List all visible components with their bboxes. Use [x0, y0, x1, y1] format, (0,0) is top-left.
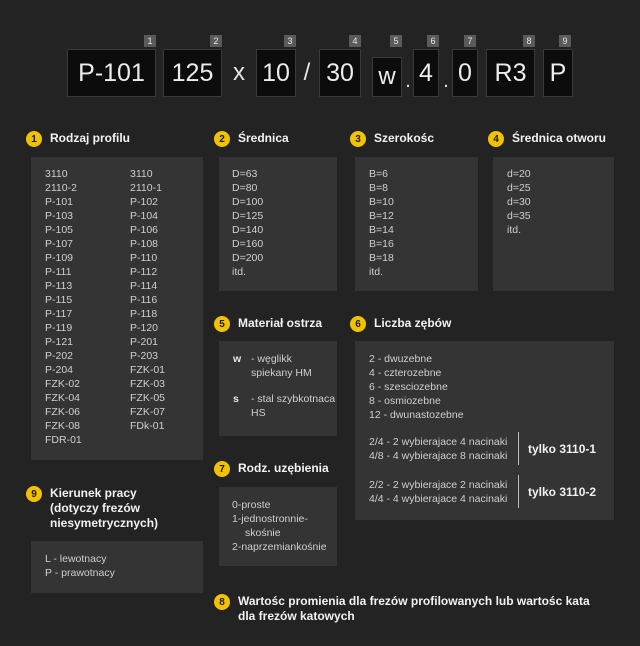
- profile-item: P-108: [130, 238, 159, 250]
- teeth-list: [369, 352, 464, 422]
- code-number-1: 1: [144, 35, 156, 47]
- toothing-item: skośnie: [245, 527, 281, 539]
- diameter-list: [232, 167, 263, 279]
- code-number-2: 2: [210, 35, 222, 47]
- direction-list: [45, 552, 115, 580]
- code-number-5: 5: [390, 35, 402, 47]
- diameter-item: D=160: [232, 238, 264, 250]
- section-title: Średnica otworu: [512, 131, 607, 145]
- section-7-header: [214, 461, 329, 477]
- only-3110-1-label: tylko 3110-1: [528, 442, 597, 456]
- diameter-panel: [219, 157, 337, 291]
- width-list: [369, 167, 394, 279]
- profile-item: P-107: [45, 238, 74, 250]
- teeth-item: 2 - dwuzebne: [369, 353, 433, 365]
- profile-item: P-106: [130, 224, 159, 236]
- profile-item: FZK-06: [45, 406, 81, 418]
- section-title: [238, 594, 590, 624]
- number-badge: 2: [214, 131, 230, 147]
- code-segment-diameter: 125: [163, 49, 222, 97]
- material-list: [233, 352, 335, 432]
- profile-item: FDk-01: [130, 420, 165, 432]
- bracket-1: [513, 432, 519, 465]
- profile-type-panel: [31, 157, 203, 460]
- code-separator-x: x: [233, 59, 245, 86]
- profile-item: P-204: [45, 364, 74, 376]
- profile-item: P-120: [130, 322, 159, 334]
- profile-item: P-201: [130, 336, 159, 348]
- direction-left: L - lewotnacy: [45, 553, 107, 565]
- section-9-header: [26, 486, 158, 531]
- profile-item: FZK-04: [45, 392, 81, 404]
- code-strip: [0, 35, 640, 105]
- profile-item: P-116: [130, 294, 158, 306]
- title-line: dla frezów katowych: [238, 609, 355, 623]
- profile-item: FZK-08: [45, 420, 81, 432]
- profile-item: P-109: [45, 252, 74, 264]
- toothing-list: [232, 498, 327, 554]
- bore-item: d=35: [507, 210, 531, 222]
- code-segment-direction: P: [543, 49, 573, 97]
- number-badge: 6: [350, 316, 366, 332]
- diameter-item: itd.: [232, 266, 247, 278]
- code-separator-dot-2: .: [443, 70, 449, 92]
- code-segment-radius: R3: [486, 49, 535, 97]
- material-text: - węglikk: [251, 353, 292, 365]
- profile-item: FZK-01: [130, 364, 166, 376]
- material-text: spiekany HM: [251, 367, 312, 379]
- work-direction-panel: [31, 541, 203, 593]
- width-item: B=6: [369, 168, 388, 180]
- bore-diameter-list: [507, 167, 531, 237]
- profile-item: P-113: [45, 280, 73, 292]
- profile-item: P-110: [130, 252, 158, 264]
- code-number-6: 6: [427, 35, 439, 47]
- code-segment-width: 10: [256, 49, 296, 97]
- profile-item: 2110-1: [130, 182, 162, 194]
- width-item: B=18: [369, 252, 394, 264]
- profile-item: FZK-05: [130, 392, 166, 404]
- number-badge: 4: [488, 131, 504, 147]
- number-badge: 1: [26, 131, 42, 147]
- profile-item: 2110-2: [45, 182, 77, 194]
- code-number-7: 7: [464, 35, 476, 47]
- profile-item: P-118: [130, 308, 158, 320]
- width-item: B=14: [369, 224, 394, 236]
- bore-item: d=20: [507, 168, 531, 180]
- code-segment-profile: P-101: [67, 49, 156, 97]
- profile-item: P-112: [130, 266, 158, 278]
- profile-item: P-101: [45, 196, 74, 208]
- diameter-item: D=100: [232, 196, 264, 208]
- title-line: niesymetrycznych): [50, 516, 159, 530]
- toothing-item: 2-naprzemiankośnie: [232, 541, 327, 553]
- direction-right: P - prawotnacy: [45, 567, 115, 579]
- bore-item: d=30: [507, 196, 531, 208]
- section-title: Średnica: [238, 131, 289, 145]
- material-hs: [233, 392, 335, 420]
- teeth-item: 2/2 - 2 wybierajace 2 nacinaki: [369, 479, 508, 491]
- code-number-4: 4: [349, 35, 361, 47]
- diameter-item: D=200: [232, 252, 264, 264]
- code-number-3: 3: [284, 35, 296, 47]
- profile-item: FZK-07: [130, 406, 166, 418]
- material-text: HS: [251, 407, 266, 419]
- teeth-item: 4 - czterozebne: [369, 367, 442, 379]
- material-key: s: [233, 393, 239, 405]
- profile-item: P-114: [130, 280, 158, 292]
- profile-item: P-202: [45, 350, 74, 362]
- title-line: Kierunek pracy: [50, 486, 137, 500]
- profile-item: P-203: [130, 350, 159, 362]
- diameter-item: D=80: [232, 182, 258, 194]
- toothing-item: 1-jednostronnie-: [232, 513, 308, 525]
- width-item: B=8: [369, 182, 388, 194]
- width-item: itd.: [369, 266, 384, 278]
- section-title: Rodz. uzębienia: [238, 461, 329, 475]
- profile-list-left: [45, 167, 82, 447]
- code-separator-dot-1: .: [405, 70, 411, 92]
- code-number-8: 8: [523, 35, 535, 47]
- section-title: Materiał ostrza: [238, 316, 323, 330]
- bracket-2: [513, 475, 519, 508]
- section-title: Liczba zębów: [374, 316, 452, 330]
- number-badge: 3: [350, 131, 366, 147]
- section-8-header: [214, 594, 590, 624]
- profile-list-right: [130, 167, 165, 433]
- profile-item: P-121: [45, 336, 74, 348]
- section-title: Rodzaj profilu: [50, 131, 130, 145]
- profile-item: P-117: [45, 308, 73, 320]
- profile-item: P-102: [130, 196, 159, 208]
- profile-item: P-119: [45, 322, 73, 334]
- width-item: B=12: [369, 210, 394, 222]
- section-title: Szerokośc: [374, 131, 435, 145]
- teeth-item: 2/4 - 2 wybierajace 4 nacinaki: [369, 436, 508, 448]
- section-6-header: [350, 316, 451, 332]
- profile-item: FZK-03: [130, 378, 166, 390]
- profile-item: FZK-02: [45, 378, 81, 390]
- section-5-header: [214, 316, 322, 332]
- title-line: (dotyczy frezów: [50, 501, 141, 515]
- toothing-item: 0-proste: [232, 499, 271, 511]
- teeth-item: 12 - dwunastozebne: [369, 409, 464, 421]
- section-1-header: [26, 131, 130, 147]
- material-hm: [233, 352, 335, 380]
- profile-item: P-111: [45, 266, 72, 278]
- number-badge: 9: [26, 486, 42, 502]
- teeth-item: 4/4 - 4 wybierajace 4 nacinaki: [369, 493, 508, 505]
- bore-diameter-panel: [493, 157, 614, 291]
- diameter-item: D=140: [232, 224, 264, 236]
- profile-item: P-104: [130, 210, 159, 222]
- profile-item: P-103: [45, 210, 74, 222]
- toothing-type-panel: [219, 487, 337, 566]
- blade-material-panel: [219, 341, 337, 436]
- section-title: [50, 486, 158, 531]
- number-badge: 5: [214, 316, 230, 332]
- width-item: B=16: [369, 238, 394, 250]
- diameter-item: D=125: [232, 210, 264, 222]
- teeth-item: 8 - osmiozebne: [369, 395, 441, 407]
- bore-item: d=25: [507, 182, 531, 194]
- profile-item: 3110: [130, 168, 153, 180]
- title-line: Wartośc promienia dla frezów profilowanych lub wartośc kata: [238, 594, 590, 608]
- diameter-item: D=63: [232, 168, 258, 180]
- section-4-header: [488, 131, 606, 147]
- number-badge: 8: [214, 594, 230, 610]
- material-text: - stal szybkotnaca: [251, 393, 336, 405]
- teeth-group-1: [369, 435, 507, 463]
- profile-item: P-115: [45, 294, 73, 306]
- teeth-item: 6 - szesciozebne: [369, 381, 448, 393]
- code-segment-toothing: 0: [452, 49, 478, 97]
- width-item: B=10: [369, 196, 394, 208]
- profile-item: FDR-01: [45, 434, 82, 446]
- teeth-item: 4/8 - 4 wybierajace 8 nacinaki: [369, 450, 508, 462]
- code-segment-teeth: 4: [413, 49, 439, 97]
- section-2-header: [214, 131, 289, 147]
- code-separator-slash: /: [303, 59, 311, 86]
- profile-item: 3110: [45, 168, 68, 180]
- bore-item: itd.: [507, 224, 522, 236]
- material-key: w: [233, 353, 242, 365]
- code-segment-bore: 30: [319, 49, 361, 97]
- code-number-9: 9: [559, 35, 571, 47]
- teeth-group-2: [369, 478, 507, 506]
- only-3110-2-label: tylko 3110-2: [528, 485, 597, 499]
- number-badge: 7: [214, 461, 230, 477]
- profile-item: P-105: [45, 224, 74, 236]
- width-panel: [355, 157, 478, 291]
- teeth-count-panel: [355, 341, 614, 520]
- section-3-header: [350, 131, 434, 147]
- code-segment-material: w: [372, 57, 402, 97]
